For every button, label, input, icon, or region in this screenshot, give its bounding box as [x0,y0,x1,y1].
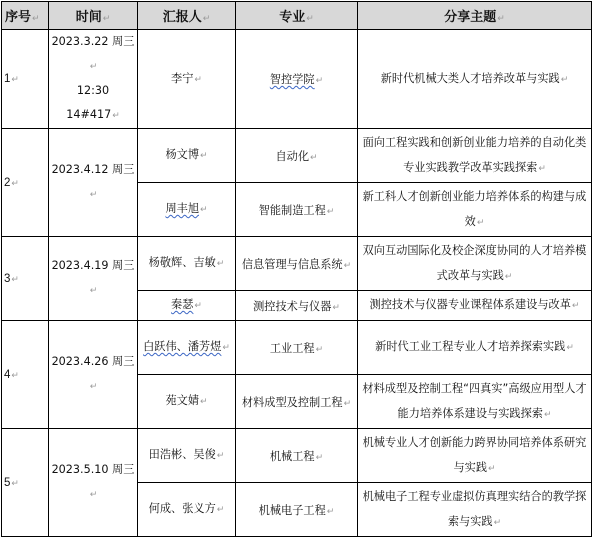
cell-presenter: 杨文博↵ [138,129,236,183]
cell-presenter: 秦瑟↵ [138,291,236,321]
schedule-table [1,1,592,537]
header-cell-major: 专业↵ [236,2,358,30]
cell-time [49,30,138,129]
header-cell-topic: 分享主题↵ [358,2,592,30]
header-cell-time: 时间↵ [49,2,138,30]
cell-major: 机械工程↵ [236,429,358,483]
cell-major: 信息管理与信息系统↵ [236,237,358,291]
cell-presenter: 田浩彬、吴俊↵ [138,429,236,483]
cell-topic: 机械电子工程专业虚拟仿真理实结合的教学探索与实践↵ [358,483,592,537]
cell-topic: 面向工程实践和创新创业能力培养的自动化类专业实践教学改革实践探索↵ [358,129,592,183]
cell-topic: 新时代机械大类人才培养改革与实践↵ [358,30,592,129]
cell-presenter: 杨敬辉、吉敏↵ [138,237,236,291]
cell-time: 2023.4.19 周三↵ [49,237,138,321]
time-line-2: 12:30 14#417↵ [66,84,120,121]
cell-no: 2↵ [2,129,49,237]
cell-topic: 新工科人才创新创业能力培养体系的构建与成效↵ [358,183,592,237]
cell-major: 材料成型及控制工程↵ [236,375,358,429]
table-row [2,237,592,291]
cell-presenter: 苑文婧↵ [138,375,236,429]
cell-no: 3↵ [2,237,49,321]
header-cell-presenter: 汇报人↵ [138,2,236,30]
cell-major: 智能制造工程↵ [236,183,358,237]
cell-time: 2023.4.12 周三↵ [49,129,138,237]
cell-time: 2023.5.10 周三↵ [49,429,138,537]
cell-topic: 材料成型及控制工程“四真实”高级应用型人才能力培养体系建设与实践探索↵ [358,375,592,429]
cell-no: 4↵ [2,321,49,429]
cell-presenter: 白跃伟、潘芳煜↵ [138,321,236,375]
table-row [2,30,592,129]
table-row [2,429,592,483]
cell-major: 机械电子工程↵ [236,483,358,537]
cell-no: 5↵ [2,429,49,537]
cell-topic: 机械专业人才创新能力跨界协同培养体系研究与实践↵ [358,429,592,483]
cell-topic: 测控技术与仪器专业课程体系建设与改革↵ [358,291,592,321]
cell-no: 1↵ [2,30,49,129]
cell-major: 测控技术与仪器↵ [236,291,358,321]
table-row [2,129,592,183]
header-cell-no: 序号↵ [2,2,49,30]
cell-presenter: 周丰旭↵ [138,183,236,237]
cell-major: 自动化↵ [236,129,358,183]
cell-time: 2023.4.26 周三↵ [49,321,138,429]
cell-major: 智控学院↵ [236,30,358,129]
cell-topic: 双向互动国际化及校企深度协同的人才培养模式改革与实践↵ [358,237,592,291]
table-row [2,321,592,375]
cell-topic: 新时代工业工程专业人才培养探索实践↵ [358,321,592,375]
header-row [2,2,592,30]
cell-major: 工业工程↵ [236,321,358,375]
cell-presenter: 李宁↵ [138,30,236,129]
cell-presenter: 何成、张义方↵ [138,483,236,537]
time-line-1: 2023.3.22 周三↵ [51,35,135,72]
